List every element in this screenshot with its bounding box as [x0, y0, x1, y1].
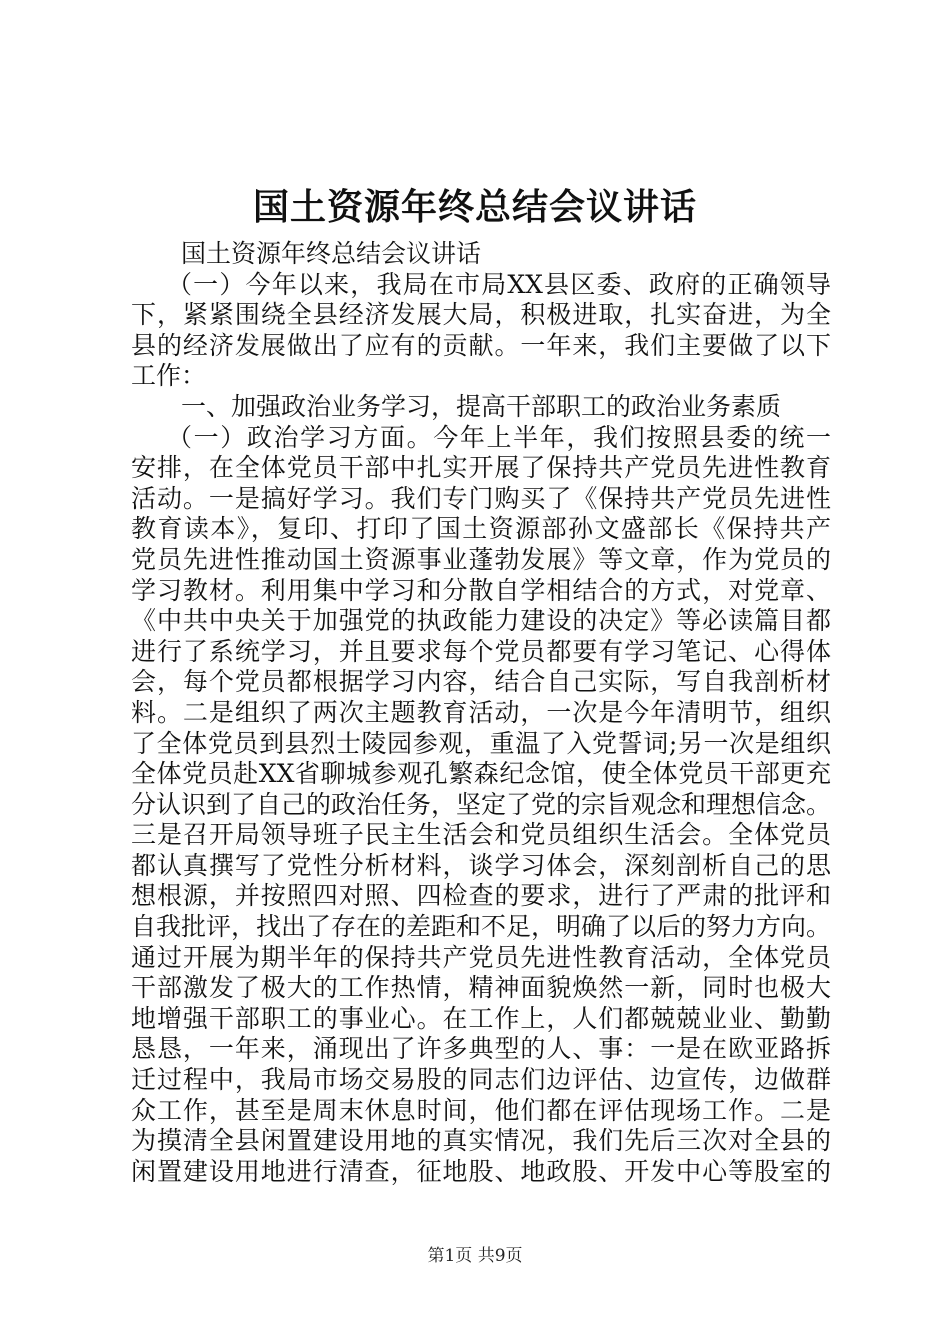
text-line: 闲置建设用地进行清查，征地股、地政股、开发中心等股室的	[131, 1156, 831, 1186]
text-line: 工作：	[131, 361, 207, 391]
text-line: 自我批评，找出了存在的差距和不足，明确了以后的努力方向。	[131, 912, 831, 942]
text-line: 地增强干部职工的事业心。在工作上，人们都兢兢业业、勤勤	[131, 1003, 831, 1033]
text-line: 都认真撰写了党性分析材料，谈学习体会，深刻剖析自己的思	[131, 850, 831, 880]
text-line: 安排，在全体党员干部中扎实开展了保持共产党员先进性教育	[131, 453, 831, 483]
text-line: 迁过程中，我局市场交易股的同志们边评估、边宣传，边做群	[131, 1065, 831, 1095]
text-line: 下，紧紧围绕全县经济发展大局，积极进取，扎实奋进，为全	[131, 300, 831, 330]
text-line: 通过开展为期半年的保持共产党员先进性教育活动，全体党员	[131, 942, 831, 972]
text-line: 恳恳，一年来，涌现出了许多典型的人、事：一是在欧亚路拆	[131, 1034, 831, 1064]
section-heading: 一、加强政治业务学习，提高干部职工的政治业务素质	[181, 391, 782, 421]
page-footer: 第1页 共9页	[427, 1246, 523, 1266]
text-line: （一）政治学习方面。今年上半年，我们按照县委的统一	[167, 422, 831, 452]
text-line: 教育读本》，复印、打印了国土资源部孙文盛部长《保持共产	[131, 514, 831, 544]
text-line: 党员先进性推动国土资源事业蓬勃发展》等文章，作为党员的	[131, 544, 831, 574]
text-line: 学习教材。利用集中学习和分散自学相结合的方式，对党章、	[131, 575, 831, 605]
text-line: 国土资源年终总结会议讲话	[181, 239, 482, 268]
text-line: （一）今年以来，我局在市局XX县区委、政府的正确领导	[167, 269, 831, 299]
text-line: 分认识到了自己的政治任务，坚定了党的宗旨观念和理想信念。	[131, 789, 831, 819]
text-line: 全体党员赴XX省聊城参观孔繁森纪念馆，使全体党员干部更充	[131, 759, 831, 789]
text-line: 想根源，并按照四对照、四检查的要求，进行了严肃的批评和	[131, 881, 831, 911]
text-line: 料。二是组织了两次主题教育活动，一次是今年清明节，组织	[131, 697, 831, 727]
page-title: 国土资源年终总结会议讲话	[252, 186, 697, 228]
text-line: 三是召开局领导班子民主生活会和党员组织生活会。全体党员	[131, 820, 831, 850]
text-line: 进行了系统学习，并且要求每个党员都要有学习笔记、心得体	[131, 636, 831, 666]
document-body	[131, 239, 831, 1187]
text-line: 干部激发了极大的工作热情，精神面貌焕然一新，同时也极大	[131, 973, 831, 1003]
text-line: 县的经济发展做出了应有的贡献。一年来，我们主要做了以下	[131, 330, 831, 360]
text-line: 为摸清全县闲置建设用地的真实情况，我们先后三次对全县的	[131, 1126, 831, 1156]
text-line: 了全体党员到县烈士陵园参观，重温了入党誓词;另一次是组织	[131, 728, 831, 758]
text-line: 会，每个党员都根据学习内容，结合自己实际，写自我剖析材	[131, 667, 831, 697]
text-line: 众工作，甚至是周末休息时间，他们都在评估现场工作。二是	[131, 1095, 831, 1125]
text-line: 《中共中央关于加强党的执政能力建设的决定》等必读篇目都	[131, 606, 831, 636]
text-line: 活动。一是搞好学习。我们专门购买了《保持共产党员先进性	[131, 483, 831, 513]
